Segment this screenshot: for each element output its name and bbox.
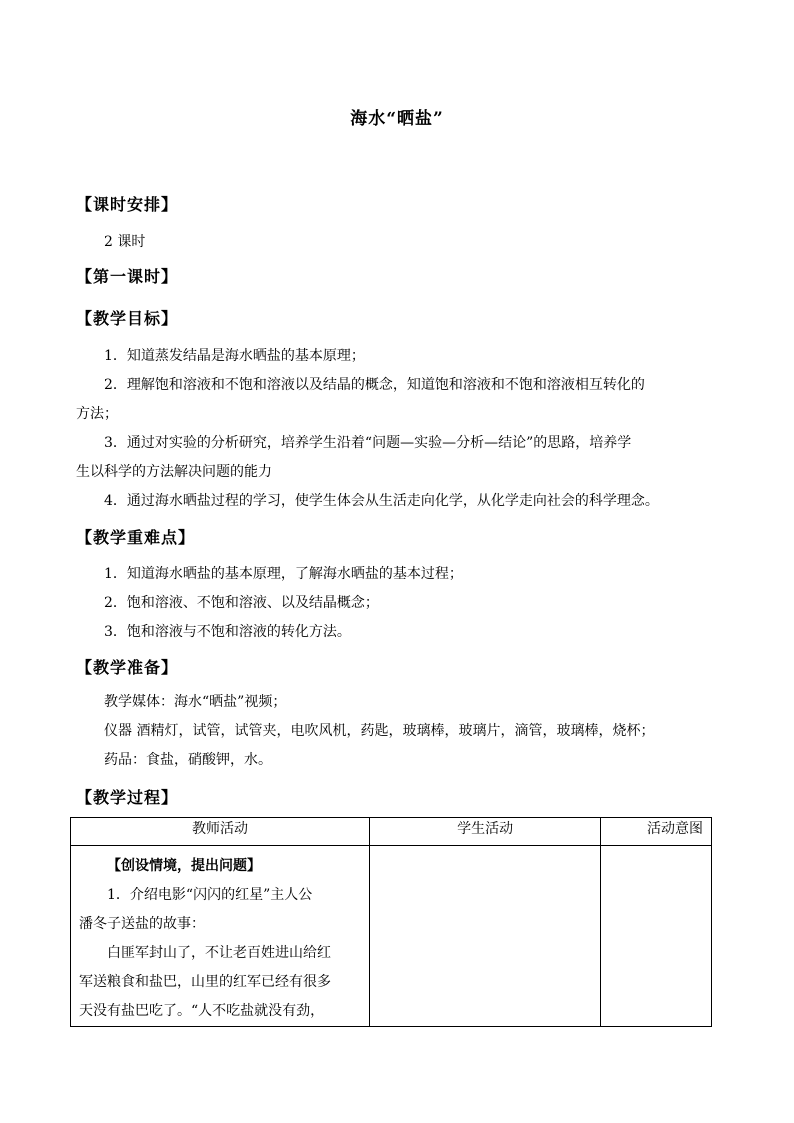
preparation-heading: 【教学准备】	[76, 658, 179, 677]
teacher-activity-line: 潘冬子送盐的故事：	[79, 916, 205, 932]
schedule-heading: 【课时安排】	[76, 195, 179, 214]
teacher-activity-line: 天没有盐巴吃了。“人不吃盐就没有劲，	[79, 1003, 325, 1019]
process-heading: 【教学过程】	[76, 788, 179, 807]
key-point-line: 2．饱和溶液、不饱和溶液、以及结晶概念；	[104, 595, 379, 611]
page-title: 海水“晒盐”	[350, 109, 444, 129]
schedule-text-block	[76, 228, 724, 257]
key-point-line: 1．知道海水晒盐的基本原理，了解海水晒盐的基本过程；	[104, 566, 463, 582]
table-header-row	[71, 818, 712, 846]
goal-line: 3．通过对实验的分析研究，培养学生沿着“问题—实验—分析—结论”的思路，培养学	[104, 435, 632, 451]
schedule-text: 2 课时	[104, 234, 146, 250]
preparation-list	[76, 688, 724, 775]
teacher-activity-line: 【创设情境，提出问题】	[107, 858, 261, 874]
column-header-intent: 活动意图	[601, 818, 712, 846]
teacher-activity-cell	[71, 846, 370, 1027]
activity-intent-cell	[601, 846, 712, 1027]
key-points-list	[76, 560, 724, 647]
student-activity-cell	[369, 846, 600, 1027]
teacher-activity-line: 军送粮食和盐巴，山里的红军已经有很多	[79, 974, 331, 990]
goal-line: 生以科学的方法解决问题的能力	[76, 464, 272, 480]
preparation-line: 药品：食盐，硝酸钾，水。	[104, 752, 272, 768]
table-row	[71, 846, 712, 1027]
column-header-student: 学生活动	[369, 818, 600, 846]
goals-list	[76, 342, 724, 516]
preparation-line: 仪器 酒精灯，试管，试管夹，电吹风机，药匙，玻璃棒，玻璃片，滴管，玻璃棒，烧杯；	[104, 723, 655, 739]
preparation-line: 教学媒体：海水“晒盐”视频；	[104, 694, 287, 710]
column-header-teacher: 教师活动	[71, 818, 370, 846]
teaching-process-table	[70, 817, 712, 1027]
goal-line: 4．通过海水晒盐过程的学习，使学生体会从生活走向化学，从化学走向社会的科学理念。	[104, 493, 659, 509]
goal-line: 方法；	[76, 406, 118, 422]
goal-line: 1．知道蒸发结晶是海水晒盐的基本原理；	[104, 348, 365, 364]
teacher-activity-line: 1．介绍电影“闪闪的红星”主人公	[107, 887, 313, 903]
first-lesson-heading: 【第一课时】	[76, 267, 179, 286]
key-point-line: 3．饱和溶液与不饱和溶液的转化方法。	[104, 624, 351, 640]
teacher-activity-line: 白匪军封山了，不让老百姓进山给红	[107, 945, 331, 961]
goal-line: 2．理解饱和溶液和不饱和溶液以及结晶的概念，知道饱和溶液和不饱和溶液相互转化的	[104, 377, 645, 393]
goals-heading: 【教学目标】	[76, 309, 179, 328]
key-points-heading: 【教学重难点】	[76, 528, 196, 547]
